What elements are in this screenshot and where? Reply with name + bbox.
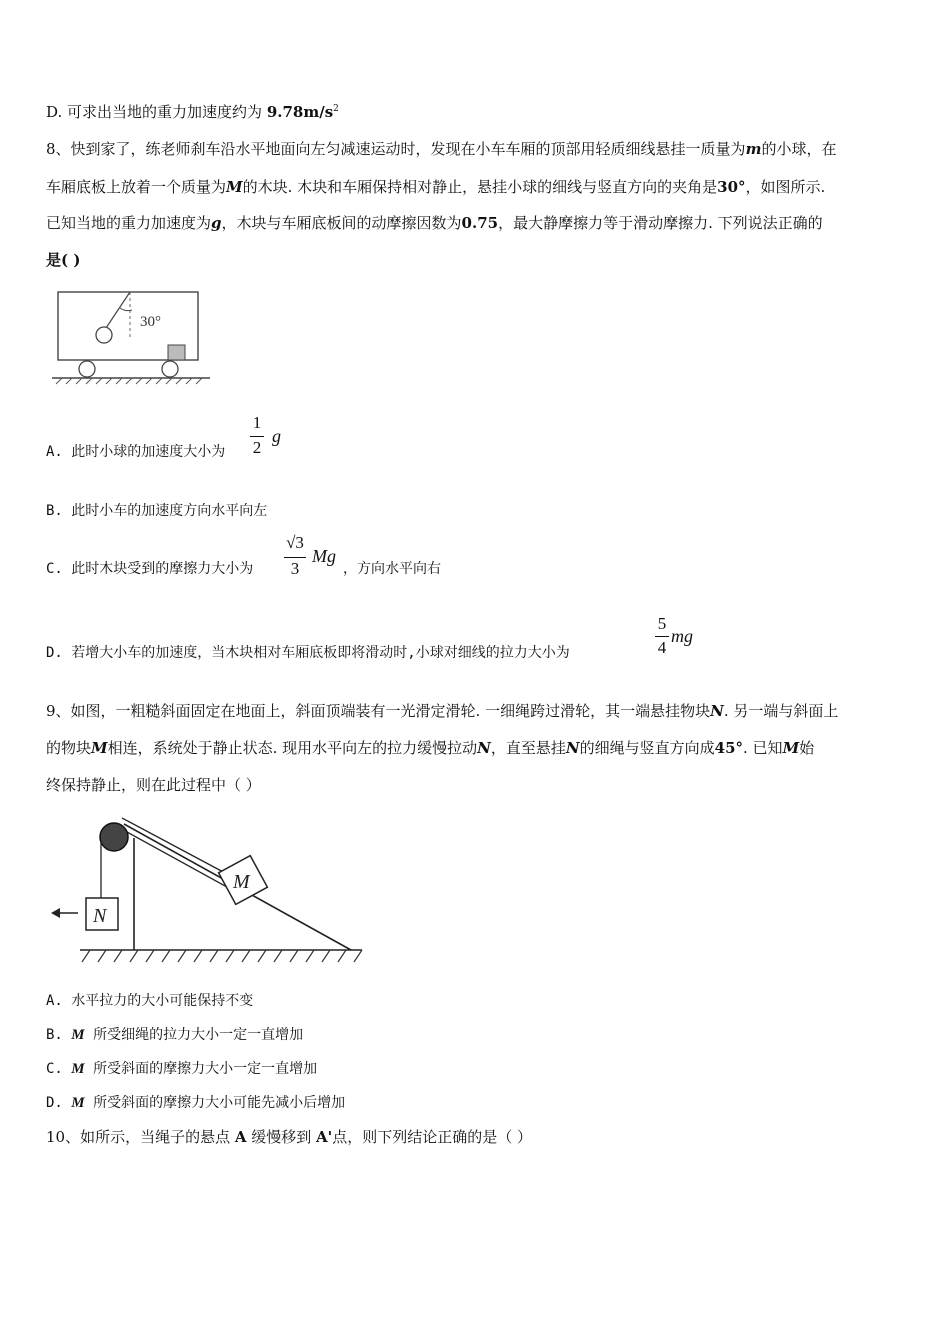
q8-option-c-text: C. 此时木块受到的摩擦力大小为	[46, 561, 254, 577]
q9-option-b	[46, 1024, 303, 1044]
option-var: M	[71, 1095, 85, 1111]
q8-var-M: M	[226, 178, 243, 196]
ground-hatching	[82, 950, 362, 962]
q8-stem-text: ，木块与车厢底板间的动摩擦因数为	[221, 214, 462, 232]
q9-stem-text: 相连，系统处于静止状态. 现用水平向左的拉力缓慢拉动	[107, 739, 478, 757]
q8-option-b: B. 此时小车的加速度方向水平向左	[46, 503, 268, 519]
block-M-label: M	[233, 871, 250, 893]
pulley	[100, 823, 128, 851]
q10-stem-text: 缓慢移到	[246, 1128, 317, 1146]
q8-option-d-text: D. 若增大小车的加速度，当木块相对车厢底板即将滑动时,小球对细线的拉力大小为	[46, 645, 570, 661]
q9-var-M: M	[91, 739, 108, 757]
q7-option-d-value: 9.78m/s	[266, 103, 334, 121]
wheel-left	[79, 361, 95, 377]
q9-stem-line-1	[46, 700, 838, 721]
fraction-denominator: 2	[252, 438, 262, 457]
q8-stem-line-2	[46, 176, 825, 197]
option-text: 所受斜面的摩擦力大小一定一直增加	[84, 1061, 318, 1077]
fraction-numerator: 1	[252, 413, 262, 432]
q8-stem-text: 的小球，在	[761, 140, 837, 158]
q9-var-N: N	[477, 739, 491, 757]
q8-option-a	[46, 441, 225, 461]
q9-option-d	[46, 1092, 345, 1112]
q8-var-m: m	[745, 140, 762, 158]
q9-stem-line-3: 终保持静止，则在此过程中（ ）	[46, 776, 261, 794]
q8-stem-text: ，如图所示.	[745, 178, 826, 196]
q9-stem-text: ，直至悬挂	[490, 739, 566, 757]
q8-option-d	[46, 642, 570, 662]
q9-stem-text: . 另一端与斜面上	[723, 702, 839, 720]
option-var: M	[71, 1061, 85, 1077]
ground-hatching	[56, 378, 202, 384]
q8-option-c-var: Mg	[312, 546, 336, 566]
q7-option-d-sup: 2	[333, 104, 339, 114]
q10-point-A: A	[234, 1128, 247, 1146]
pendulum-string	[106, 292, 130, 328]
q8-stem-text: 车厢底板上放着一个质量为	[46, 178, 227, 196]
q9-var-M: M	[782, 739, 800, 757]
q8-stem-text: ，最大静摩擦力等于滑动摩擦力. 下列说法正确的	[498, 214, 823, 232]
block-N-label: N	[93, 905, 107, 927]
q7-option-d	[46, 101, 339, 122]
q9-stem-text: 始	[799, 739, 815, 757]
q10-point-A-prime: A'	[316, 1128, 333, 1146]
q8-option-c-tail: ，方向水平向右	[343, 561, 441, 577]
q8-option-a-text: A. 此时小球的加速度大小为	[46, 444, 226, 460]
wooden-block	[168, 345, 185, 360]
q8-stem-line-4: 是( )	[46, 251, 81, 269]
option-prefix: B.	[46, 1027, 72, 1043]
q8-mu: 0.75	[461, 214, 499, 232]
option-text: 所受斜面的摩擦力大小可能先减小后增加	[84, 1095, 346, 1111]
option-var: M	[71, 1027, 85, 1043]
q7-option-d-text: D. 可求出当地的重力加速度约为	[46, 103, 267, 121]
q9-stem-line-2	[46, 737, 814, 758]
fraction-denominator: 4	[657, 638, 667, 657]
fraction-numerator: √3	[286, 533, 304, 552]
option-prefix: D.	[46, 1095, 72, 1111]
q9-var-N: N	[710, 702, 724, 720]
q8-angle: 30°	[717, 178, 746, 196]
q8-option-c	[46, 558, 253, 578]
q9-stem-text: 9、如图，一粗糙斜面固定在地面上，斜面顶端装有一光滑定滑轮. 一细绳跨过滑轮，其一端悬挂物块	[46, 702, 711, 720]
wheel-right	[162, 361, 178, 377]
pendulum-ball	[96, 327, 112, 343]
fraction-bar	[655, 636, 669, 637]
q8-stem-line-3	[46, 212, 823, 233]
fraction-bar	[250, 436, 264, 437]
q8-stem-line-1	[46, 138, 836, 159]
q8-option-a-var: g	[272, 426, 281, 446]
q9-angle: 45°	[714, 739, 744, 757]
q8-var-g: g	[211, 214, 222, 232]
fraction-denominator: 3	[290, 559, 300, 578]
q8-stem-text: 已知当地的重力加速度为	[46, 214, 212, 232]
angle-arc	[120, 308, 132, 311]
q9-stem-text: 的细绳与竖直方向成	[579, 739, 715, 757]
q9-option-c	[46, 1058, 317, 1078]
q8-option-d-var: mg	[671, 626, 693, 646]
fraction-numerator: 5	[657, 614, 667, 633]
q9-stem-text: 的物块	[46, 739, 92, 757]
q9-option-a: A. 水平拉力的大小可能保持不变	[46, 993, 254, 1009]
q9-var-N: N	[565, 739, 580, 757]
pull-arrow-head	[51, 908, 60, 918]
q10-stem-text: 点，则下列结论正确的是（ ）	[332, 1128, 533, 1146]
block-M	[219, 856, 268, 905]
q10-stem	[46, 1126, 532, 1147]
q8-cart-figure	[50, 288, 220, 388]
angle-label: 30°	[140, 314, 161, 330]
option-prefix: C.	[46, 1061, 72, 1077]
q8-stem-text: 的木块. 木块和车厢保持相对静止，悬挂小球的细线与竖直方向的夹角是	[242, 178, 718, 196]
q8-stem-text: 8、快到家了，练老师刹车沿水平地面向左匀减速运动时，发现在小车车厢的顶部用轻质细线悬挂一质量为	[46, 140, 746, 158]
q9-incline-figure	[46, 810, 376, 970]
fraction-bar	[284, 557, 306, 558]
q10-stem-text: 10、如所示，当绳子的悬点	[46, 1128, 235, 1146]
q9-stem-text: . 已知	[743, 739, 783, 757]
option-text: 所受细绳的拉力大小一定一直增加	[84, 1027, 304, 1043]
